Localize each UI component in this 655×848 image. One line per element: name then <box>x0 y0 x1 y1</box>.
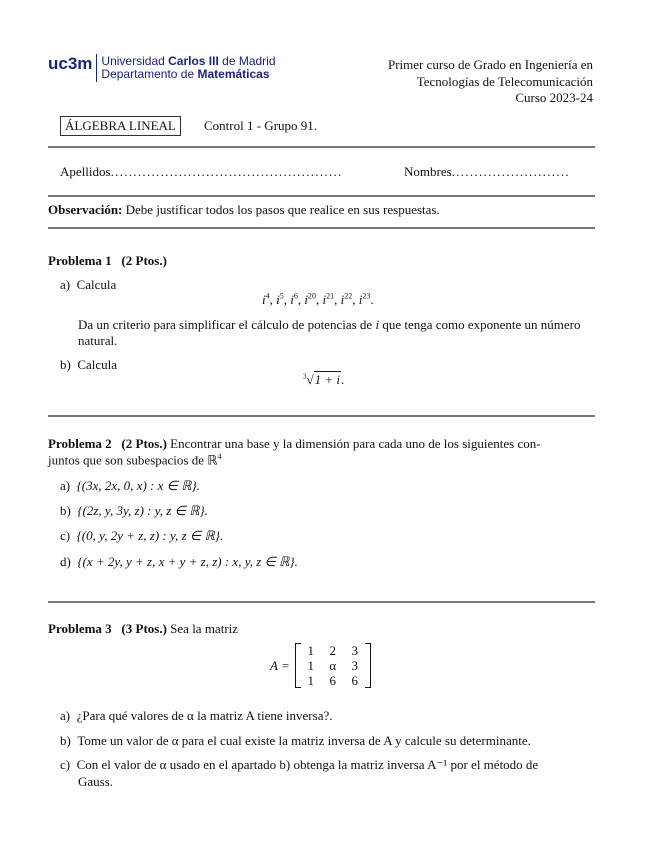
apellidos-label: Apellidos <box>60 164 111 179</box>
text: Encontrar una base y la dimensión para cada uno de los siguientes con- <box>170 436 541 451</box>
base: i <box>304 292 308 308</box>
power-term: $i^6$, <box>290 292 305 308</box>
base: i <box>262 292 266 308</box>
exponent: 4 <box>265 292 270 301</box>
logo-line1: Universidad <box>101 54 169 68</box>
logo-line1-bold: Carlos III <box>168 54 219 68</box>
matrix-cell: 1 <box>307 673 314 688</box>
problem-title: Problema 1 <box>48 253 112 268</box>
base: i <box>340 292 345 308</box>
p3-item-c-2: Gauss. <box>78 774 114 789</box>
item-label: d) <box>60 554 71 569</box>
course-info <box>388 57 593 107</box>
problem-title: Problema 2 <box>48 436 112 451</box>
text: juntos que son subespacios de ℝ <box>48 452 218 468</box>
apellidos-dots: ................................................... <box>110 164 343 179</box>
matrix-a <box>270 643 371 688</box>
power-term: $i^{22}$, <box>340 292 359 308</box>
logo-line1-end: de Madrid <box>218 54 276 68</box>
p2-item <box>60 503 208 519</box>
problem2-intro <box>48 436 541 452</box>
cube-root: $^3$√1 + i. <box>303 372 345 387</box>
control-title: Control 1 - Grupo 91. <box>204 118 318 133</box>
base: i <box>276 292 280 308</box>
observation-text: Debe justificar todos los pasos que realice en sus respuestas. <box>125 202 440 217</box>
item-text: ¿Para qué valores de α la matriz A tiene inversa?. <box>76 708 333 723</box>
p1-criterion-2: natural. <box>78 333 118 348</box>
text: Sea la matriz <box>170 621 239 636</box>
item-label: b) <box>60 357 71 372</box>
item-text: Calcula <box>77 357 118 372</box>
power-term: $i^{23}$. <box>358 292 374 308</box>
sup: 4 <box>217 452 222 461</box>
logo-mark: uc3m <box>48 54 97 82</box>
problem2-intro-2 <box>48 452 222 468</box>
matrix-grid <box>295 643 371 688</box>
divider <box>48 227 595 229</box>
text: Da un criterio para simplificar el cálculo de potencias de <box>78 317 373 332</box>
matrix-cell: 1 <box>307 658 314 673</box>
nombres-dots: .......................... <box>451 164 570 179</box>
logo-text <box>97 55 275 81</box>
text: que tenga como exponente un número <box>382 317 581 332</box>
item-text: {(x + 2y, y + z, x + y + z, z) : x, y, z ∈ ℝ}. <box>77 554 298 569</box>
divider <box>48 415 595 417</box>
problem-points: (2 Ptos.) <box>121 436 167 451</box>
divider <box>48 146 595 148</box>
item-text: {(3x, 2x, 0, x) : x ∈ ℝ}. <box>76 478 200 493</box>
matrix-cell: 3 <box>351 643 358 658</box>
matrix-name: A = <box>270 657 290 673</box>
power-term: $i^5$, <box>276 292 291 308</box>
var: i <box>375 317 380 332</box>
item-text: Calcula <box>76 277 117 292</box>
p2-item <box>60 554 298 570</box>
exponent: 5 <box>279 292 284 301</box>
p3-item <box>60 757 538 773</box>
problem-title: Problema 3 <box>48 621 112 636</box>
item-label: a) <box>60 478 71 493</box>
nombres-field[interactable] <box>404 164 570 180</box>
p1-b <box>60 357 117 373</box>
item-label: a) <box>60 277 71 292</box>
observation-label: Observación: <box>48 202 123 217</box>
matrix-cell: 6 <box>329 673 336 688</box>
item-label: c) <box>60 528 71 543</box>
nombres-label: Nombres <box>404 164 452 179</box>
matrix-cell: 3 <box>351 658 358 673</box>
item-text: {(2z, y, 3y, z) : y, z ∈ ℝ}. <box>77 503 208 518</box>
item-label: c) <box>60 757 71 772</box>
item-text: Tome un valor de α para el cual existe la matriz inversa de A y calcule su determinante. <box>77 733 531 748</box>
university-logo <box>48 54 276 82</box>
item-text: {(0, y, 2y + z, z) : y, z ∈ ℝ}. <box>76 528 224 543</box>
powers-of-i <box>262 292 374 308</box>
p3-item <box>60 733 531 749</box>
root-body: 1 + i <box>314 372 341 387</box>
item-label: a) <box>60 708 71 723</box>
divider <box>48 195 595 197</box>
problem-points: (2 Ptos.) <box>121 253 167 268</box>
p1-a <box>60 277 116 293</box>
base: i <box>290 292 294 308</box>
p3-item <box>60 708 332 724</box>
logo-line2-bold: Matemáticas <box>197 67 270 81</box>
item-label: b) <box>60 503 71 518</box>
problem3-intro <box>48 621 238 637</box>
root-end: . <box>341 372 345 387</box>
exponent: 6 <box>293 292 298 301</box>
item-label: b) <box>60 733 71 748</box>
exponent: 22 <box>344 292 353 301</box>
exponent: 23 <box>362 292 371 301</box>
p1-criterion <box>78 317 581 333</box>
base: i <box>322 292 327 308</box>
power-term: $i^4$, <box>262 292 277 308</box>
apellidos-field[interactable] <box>60 164 343 180</box>
root-index: 3 <box>303 372 307 381</box>
exponent: 21 <box>326 292 335 301</box>
problem-points: (3 Ptos.) <box>121 621 167 636</box>
subject-box: ÁLGEBRA LINEAL <box>60 116 181 136</box>
problem1-title <box>48 253 167 269</box>
course-line: Primer curso de Grado en Ingeniería en <box>387 57 593 72</box>
matrix-cell: 6 <box>351 673 358 688</box>
p2-item <box>60 528 223 544</box>
power-term: $i^{21}$, <box>322 292 341 308</box>
course-line: Curso 2023-24 <box>515 90 593 105</box>
power-term: $i^{20}$, <box>304 292 323 308</box>
logo-line2: Departamento de <box>101 67 198 81</box>
observation <box>48 202 440 218</box>
p2-item <box>60 478 200 494</box>
matrix-cell: α <box>329 658 337 673</box>
matrix-cell: 2 <box>329 643 336 658</box>
item-text: Con el valor de α usado en el apartado b) obtenga la matriz inversa A⁻¹ por el método de <box>76 757 539 772</box>
divider <box>48 601 595 603</box>
base: i <box>358 292 363 308</box>
exponent: 20 <box>308 292 316 301</box>
matrix-cell: 1 <box>307 643 314 658</box>
course-line: Tecnologías de Telecomunicación <box>416 73 593 89</box>
